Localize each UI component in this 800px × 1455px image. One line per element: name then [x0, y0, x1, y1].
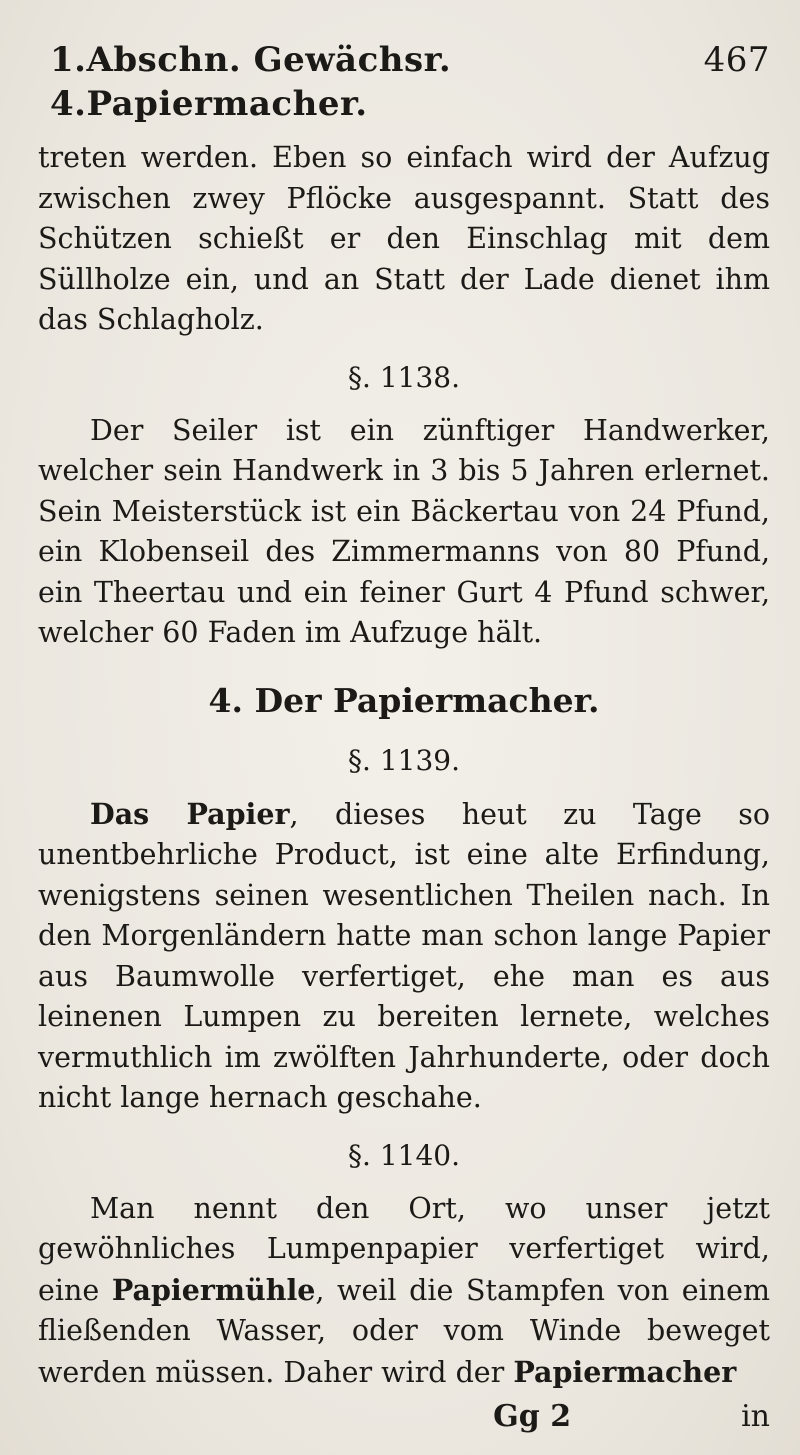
paragraph-1138: Der Seiler ist ein zünftiger Handwerker, welcher sein Handwerk in 3 bis 5 Jahren erlernet. Sein Meisterstück ist ein Bäckertau von 24 Pfund, ein Klobenseil des Zimmermanns von 80 Pfund, ein Theertau und ein feiner Gurt 4 Pfund schwer, welcher 60 Faden im Aufzuge hält. — [38, 413, 770, 649]
paragraph-1139-text: , dieses heut zu Tage so unentbehrliche Product, ist eine alte Erfindung, wenigstens seinen wesentlichen Theilen nach. In den Morgenländern hatte man schon lange Papier aus Baumwolle verfertiget, ehe man es aus leinenen Lumpen zu bereiten lernete, welches vermuthlich im zwölften Jahrhunderte, oder doch nicht lange hernach geschahe. — [38, 797, 771, 1114]
running-head — [50, 38, 770, 126]
section-mark-1140: §. 1140. — [348, 1138, 460, 1172]
paragraph-1140 — [38, 1189, 770, 1394]
paragraph-1140-text-b: , weil die Stampfen von einem fließenden Wasser, oder vom Winde beweget werden müssen. Daher wird der — [38, 1273, 771, 1389]
paragraph-1140-text-a: Man nennt den Ort, wo unser jetzt gewöhnliches Lumpenpapier verfertiget wird, eine — [38, 1191, 770, 1307]
paragraph-1139 — [38, 794, 770, 1119]
opening-paragraph: treten werden. Eben so einfach wird der Aufzug zwischen zwey Pflöcke ausgespannt. Statt des Schützen schießt er den Einschlag mit dem Süllholze ein, und an Statt der Lade dienet ihm das Schlagholz. — [38, 141, 770, 336]
signature-mark: Gg 2 — [493, 1399, 572, 1434]
body-text — [38, 138, 770, 1393]
running-head-title: 1.Abschn. Gewächsr. 4.Papiermacher. — [50, 40, 452, 124]
catchword: in — [741, 1399, 770, 1434]
section-mark-1138: §. 1138. — [348, 360, 460, 394]
page-number: 467 — [703, 40, 770, 80]
page-footer — [38, 1397, 770, 1437]
section-mark-1139: §. 1139. — [348, 743, 460, 777]
emphasis-papiermacher: Papiermacher — [513, 1354, 737, 1389]
lead-word-papier: Das Papier — [90, 796, 290, 831]
emphasis-papiermuehle: Papiermühle — [111, 1272, 316, 1307]
chapter-heading: 4. Der Papiermacher. — [208, 680, 600, 720]
